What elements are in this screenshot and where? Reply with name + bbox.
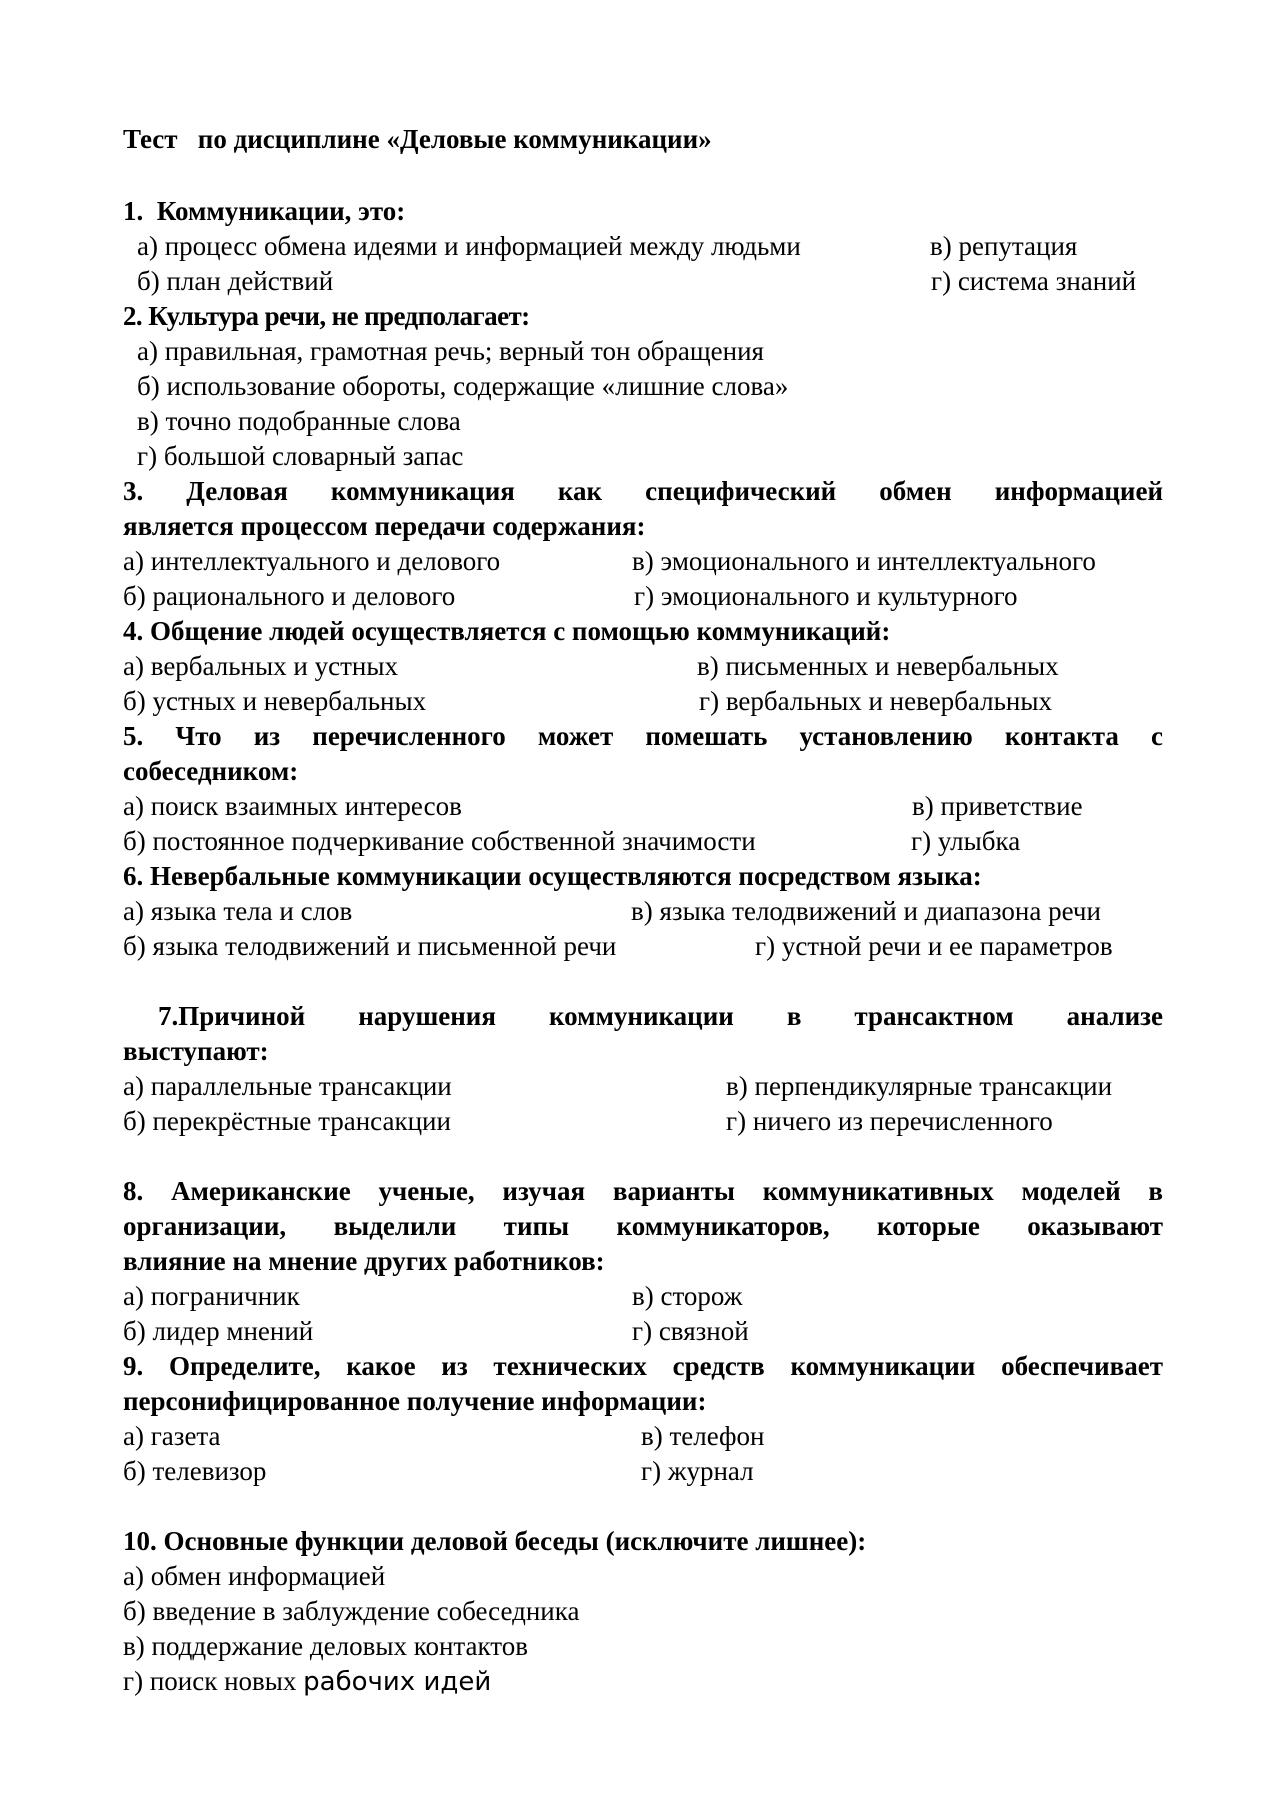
question-1: 1. Коммуникации, это: — [123, 196, 406, 226]
question-9-line-2: персонифицированное получение информации: — [123, 1386, 707, 1416]
q1-answer-g: г) система знаний — [931, 266, 1137, 296]
q5-answer-v: в) приветствие — [912, 791, 1083, 821]
question-3-line-2: является процессом передачи содержания: — [123, 511, 646, 541]
question-5-line-1: 5. Что из перечисленного может помешать установлению контакта с — [123, 721, 1163, 751]
q8-answer-v: в) сторож — [632, 1281, 743, 1311]
q2-answer-b: б) использование обороты, содержащие «лишние слова» — [137, 371, 789, 401]
q10-answer-a: а) обмен информацией — [123, 1561, 386, 1591]
q6-answer-b: б) языка телодвижений и письменной речи — [123, 931, 617, 961]
q9-answer-a: а) газета — [123, 1421, 221, 1451]
q4-answer-b: б) устных и невербальных — [123, 686, 427, 716]
q9-answer-b: б) телевизор — [123, 1456, 267, 1486]
q6-answer-v: в) языка телодвижений и диапазона речи — [631, 896, 1101, 926]
q4-answer-a: а) вербальных и устных — [123, 651, 398, 681]
q8-answer-g: г) связной — [632, 1316, 749, 1346]
question-9-line-1: 9. Определите, какое из технических средств коммуникации обеспечивает — [123, 1351, 1163, 1381]
q4-answer-v: в) письменных и невербальных — [697, 651, 1059, 681]
q2-answer-v: в) точно подобранные слова — [137, 406, 461, 436]
question-8-line-3: влияние на мнение других работников: — [123, 1246, 605, 1276]
q10-answer-b: б) введение в заблуждение собеседника — [123, 1596, 580, 1626]
question-10: 10. Основные функции деловой беседы (исключите лишнее): — [123, 1526, 867, 1556]
q3-answer-a: а) интеллектуального и делового — [123, 546, 501, 576]
q1-answer-v: в) репутация — [930, 231, 1078, 261]
question-7-line-1: 7.Причиной нарушения коммуникации в трансактном анализе — [158, 1001, 1163, 1031]
question-6: 6. Невербальные коммуникации осуществляются посредством языка: — [123, 861, 982, 891]
q3-answer-v: в) эмоционального и интеллектуального — [632, 546, 1096, 576]
q9-answer-v: в) телефон — [641, 1421, 765, 1451]
q4-answer-g: г) вербальных и невербальных — [699, 686, 1053, 716]
question-5-line-2: собеседником: — [123, 756, 299, 786]
document-title: Тест по дисциплине «Деловые коммуникации» — [123, 124, 712, 154]
q8-answer-b: б) лидер мнений — [123, 1316, 314, 1346]
q2-answer-g: г) большой словарный запас — [137, 441, 464, 471]
q5-answer-a: а) поиск взаимных интересов — [123, 791, 462, 821]
q3-answer-b: б) рационального и делового — [123, 581, 456, 611]
question-8-line-2: организации, выделили типы коммуникаторов, которые оказывают — [123, 1211, 1163, 1241]
q6-answer-a: а) языка тела и слов — [123, 896, 353, 926]
question-8-line-1: 8. Американские ученые, изучая варианты коммуникативных моделей в — [123, 1176, 1163, 1206]
q10-answer-v: в) поддержание деловых контактов — [123, 1631, 528, 1661]
q10-answer-g-part1: г) поиск новых — [123, 1666, 304, 1696]
q9-answer-g: г) журнал — [641, 1456, 754, 1486]
q7-answer-b: б) перекрёстные трансакции — [123, 1106, 451, 1136]
question-7-line-2: выступают: — [123, 1036, 269, 1066]
q6-answer-g: г) устной речи и ее параметров — [755, 931, 1113, 961]
q3-answer-g: г) эмоционального и культурного — [634, 581, 1018, 611]
q10-answer-g — [123, 1664, 491, 1699]
q5-answer-g: г) улыбка — [911, 826, 1021, 856]
q10-answer-g-part2: рабочих идей — [303, 1667, 492, 1697]
question-4: 4. Общение людей осуществляется с помощью коммуникаций: — [123, 616, 891, 646]
q7-answer-g: г) ничего из перечисленного — [726, 1106, 1053, 1136]
q7-answer-v: в) перпендикулярные трансакции — [726, 1071, 1113, 1101]
q8-answer-a: а) пограничник — [123, 1281, 300, 1311]
q5-answer-b: б) постоянное подчеркивание собственной значимости — [123, 826, 756, 856]
q1-answer-b: б) план действий — [137, 266, 334, 296]
question-3-line-1: 3. Деловая коммуникация как специфический обмен информацией — [123, 476, 1163, 506]
question-2: 2. Культура речи, не предполагает: — [123, 301, 530, 331]
q1-answer-a: а) процесс обмена идеями и информацией между людьми — [137, 231, 801, 261]
q7-answer-a: а) параллельные трансакции — [123, 1071, 452, 1101]
q2-answer-a: а) правильная, грамотная речь; верный тон обращения — [137, 336, 764, 366]
